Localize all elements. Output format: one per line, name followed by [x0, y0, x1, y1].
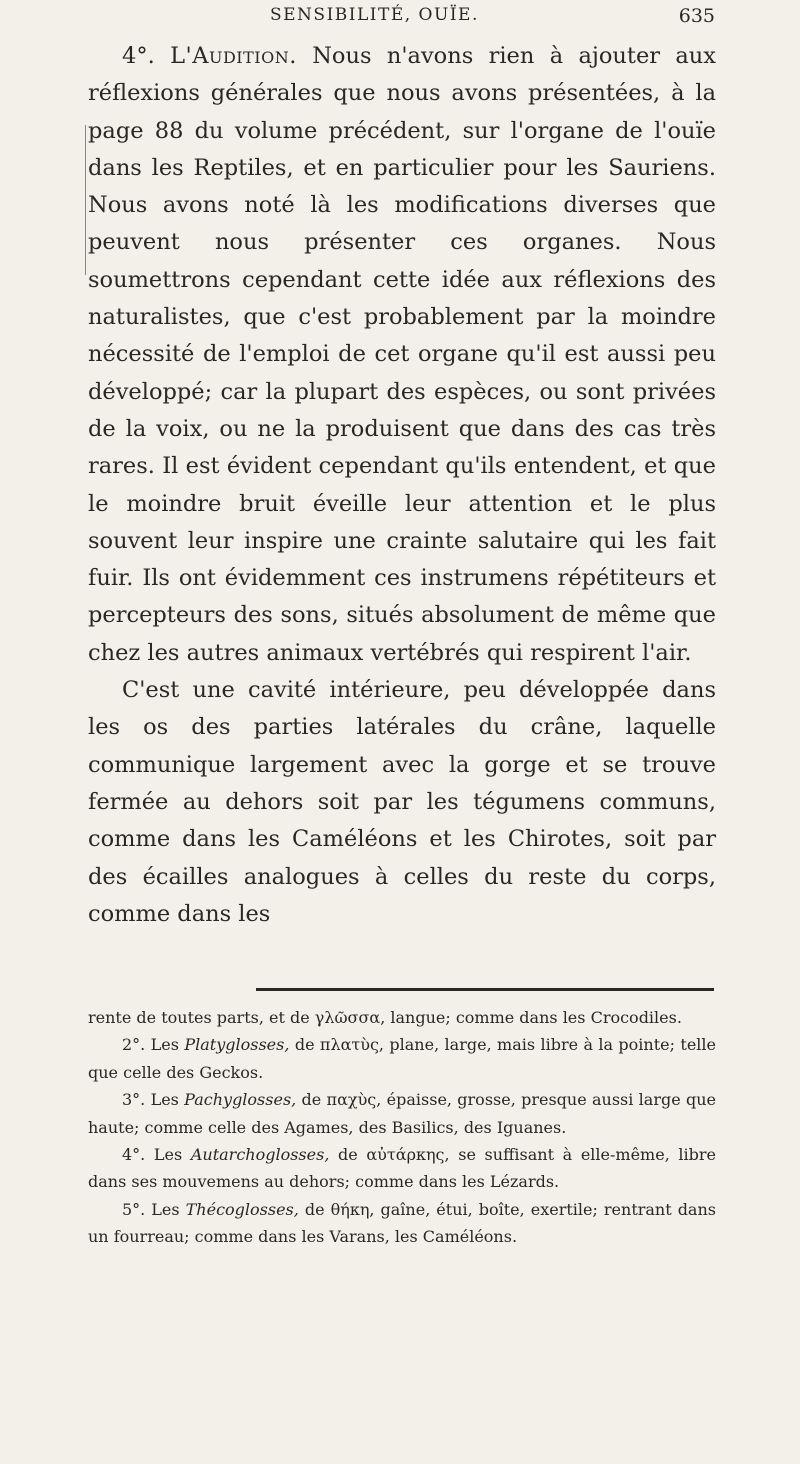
page-header — [120, 5, 715, 35]
footnotes — [88, 1004, 716, 1251]
footnote-term: Pachyglosses, — [184, 1090, 297, 1110]
paragraph-audition — [88, 38, 716, 672]
footnote-number: 4°. Les — [122, 1145, 191, 1165]
footnote-text: de θήκη, gaîne, étui, boîte, exertile; rentrant dans un fourreau; comme dans les Varans, les Caméléons. — [88, 1199, 716, 1247]
footnote-number: 3°. Les — [122, 1090, 185, 1110]
footnote-item — [88, 1141, 716, 1196]
footnote-number: 2°. Les — [122, 1035, 185, 1055]
footnote-item — [88, 1031, 716, 1086]
paragraph-cavity: C'est une cavité intérieure, peu développée dans les os des parties latérales du crâne, laquelle communique largement avec la gorge et se trouve fermée au dehors soit par les tégumens communs, comme dans les Caméléons et les Chirotes, soit par des écailles analogues à celles du reste du corps, comme dans les — [88, 677, 716, 927]
main-text — [88, 38, 716, 933]
paragraph-text: Nous n'avons rien à ajouter aux réflexions générales que nous avons présentées, à la page 88 du volume précédent, sur l'organe de l'ouïe dans les Reptiles, et en particulier pour les Sauriens. Nous avons noté là les modifications diverses que peuvent nous présenter ces organes. Nous soumettrons cependant cette idée aux réflexions des naturalistes, que c'est probablement par la moindre nécessité de l'emploi de cet organe qu'il est aussi peu développé; car la plupart des espèces, ou sont privées de la voix, ou ne la produisent que dans des cas très rares. Il est évident cependant qu'ils entendent, et que le moindre bruit éveille leur attention et le plus souvent leur inspire une crainte salutaire qui les fait fuir. Ils ont évidemment ces instrumens répétiteurs et percepteurs des sons, situés absolument de même que chez les autres animaux vertébrés qui respirent l'air. — [88, 43, 716, 666]
footnote-item — [88, 1196, 716, 1251]
page-number: 635 — [678, 5, 715, 27]
footnote-term: Autarchoglosses, — [190, 1145, 330, 1165]
footnote-number: 5°. Les — [122, 1199, 186, 1219]
footnote-text: de παχὺς, épaisse, grosse, presque aussi large que haute; comme celle des Agames, des Basilics, des Iguanes. — [88, 1090, 716, 1137]
section-heading: L'Audition. — [170, 43, 297, 69]
footnote-text: de αὐτάρκης, se suffisant à elle-même, libre dans ses mouvemens au dehors; comme dans les Lézards. — [88, 1145, 717, 1192]
footnote-term: Platyglosses, — [184, 1035, 290, 1055]
footnote-term: Thécoglosses, — [185, 1199, 299, 1219]
running-title: SENSIBILITÉ, OUÏE. — [270, 5, 479, 25]
section-number: 4°. — [122, 43, 171, 69]
footnote-text: de πλατὺς, plane, large, mais libre à la pointe; telle que celle des Geckos. — [88, 1035, 717, 1082]
footnote-rule — [256, 988, 714, 991]
footnote-continuation: rente de toutes parts, et de γλῶσσα, langue; comme dans les Crocodiles. — [88, 1008, 682, 1027]
footnote-item — [88, 1086, 716, 1141]
margin-mark — [85, 125, 86, 275]
